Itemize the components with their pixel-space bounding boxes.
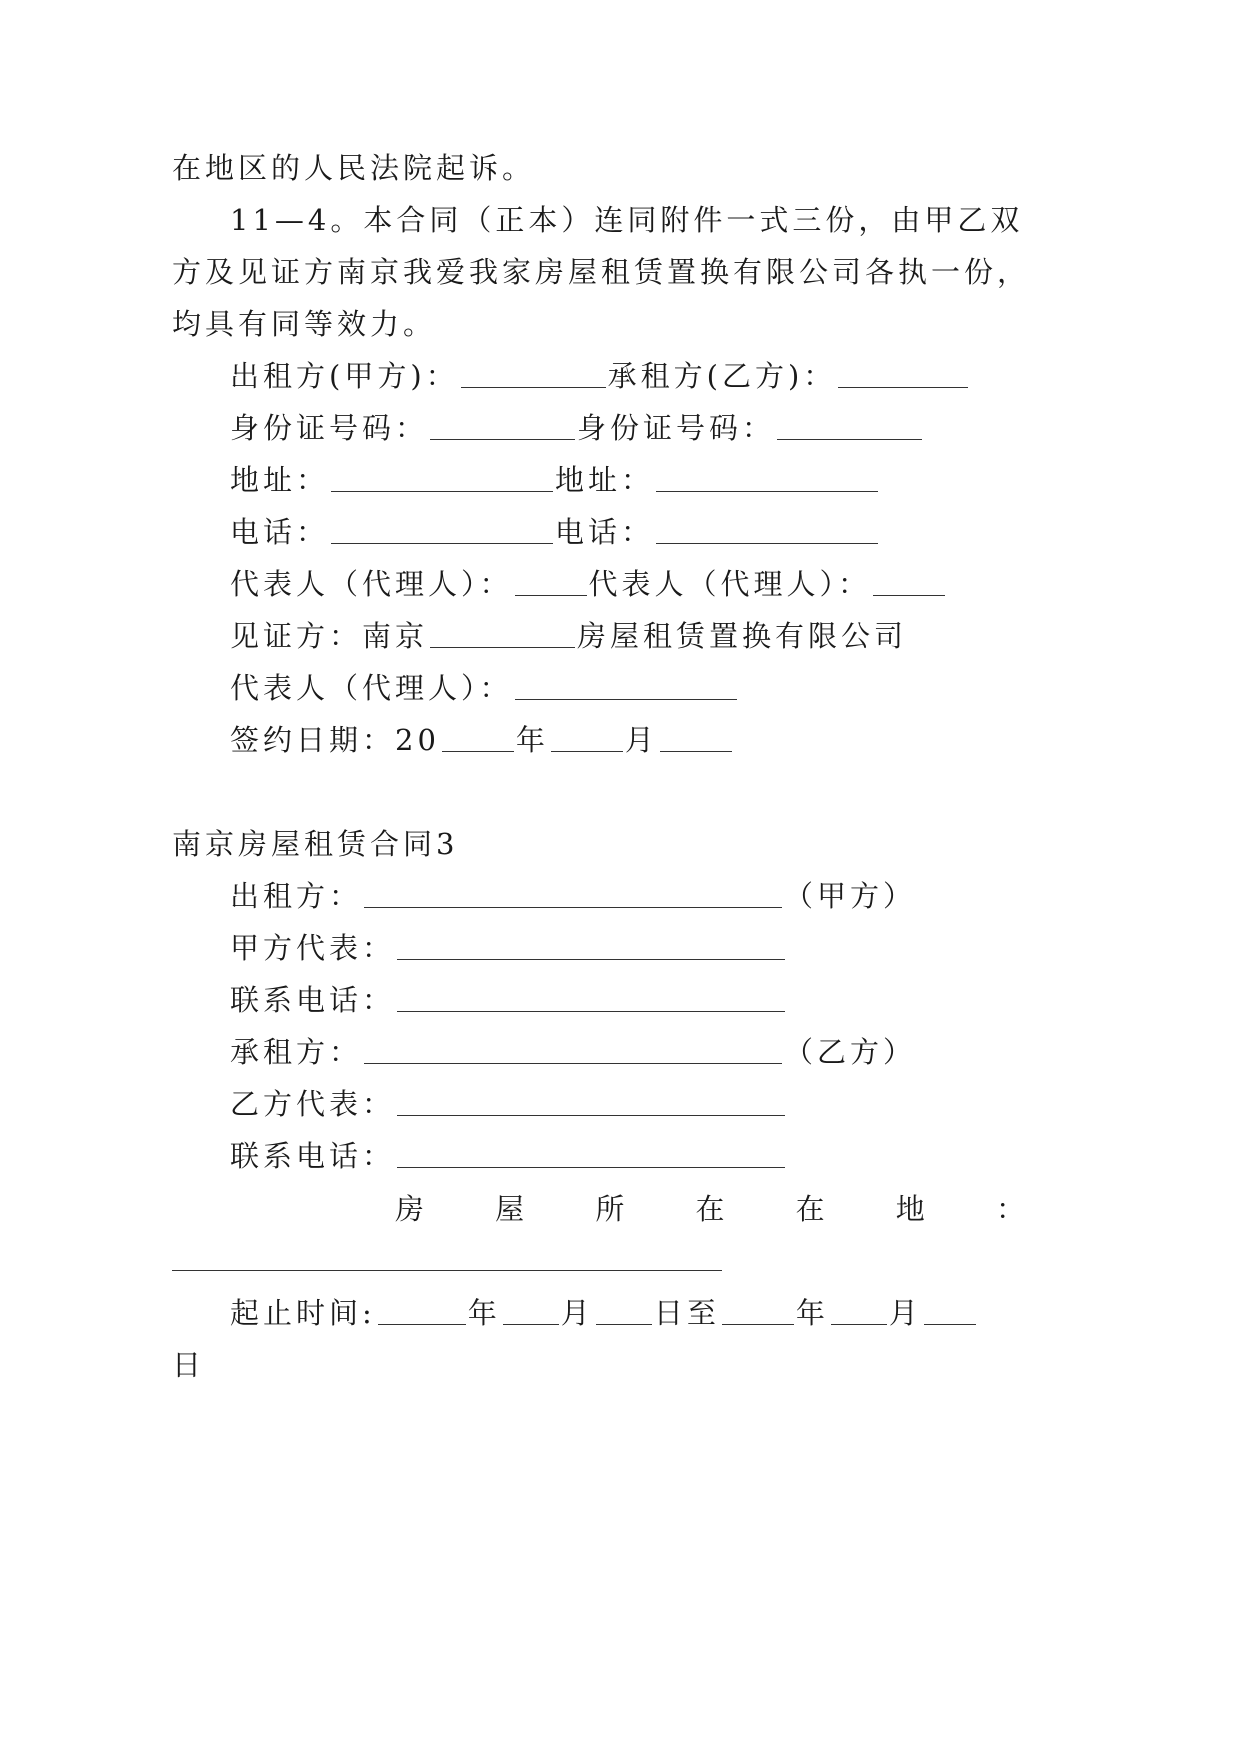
paragraph-end: 在地区的人民法院起诉。: [172, 151, 536, 185]
lessor-label: 出租方(甲方)：: [230, 359, 459, 393]
c3-lessor-tel-blank: [397, 989, 785, 1012]
c3-lessee-row: [230, 1032, 916, 1072]
date-year-blank: [442, 729, 514, 752]
lessee-label: 承租方(乙方)：: [607, 359, 837, 393]
addr-blank-a: [331, 469, 553, 492]
c3-lessee-tel-blank: [397, 1145, 785, 1168]
representative-row: [230, 564, 947, 604]
witness-suffix: 房屋租赁置换有限公司: [577, 619, 908, 653]
period-row: [230, 1293, 978, 1333]
lessee-blank: [838, 365, 968, 388]
witness-rep-row: [230, 668, 739, 708]
tel-blank-b: [656, 521, 878, 544]
c3-lessor-tel-label: 联系电话：: [230, 983, 396, 1017]
period-year1: 年: [467, 1296, 501, 1330]
date-day-blank: [660, 729, 732, 752]
loc-char-7: ：: [995, 1192, 1025, 1226]
period-month2-blank: [831, 1302, 887, 1325]
address-row: [230, 460, 880, 500]
period-day2: 日: [172, 1348, 206, 1382]
loc-char-1: 房: [395, 1192, 425, 1226]
id-blank-b: [777, 417, 922, 440]
witness-prefix: 见证方：南京: [230, 619, 429, 653]
house-location-label: [395, 1189, 1025, 1229]
rep-label-b: 代表人（代理人）：: [588, 567, 872, 601]
phone-row: [230, 512, 880, 552]
c3-lessee-tel-label: 联系电话：: [230, 1139, 396, 1173]
period-year1-blank: [378, 1302, 466, 1325]
date-month-blank: [551, 729, 623, 752]
clause-11-4-line3: 均具有同等效力。: [172, 307, 437, 341]
witness-rep-blank: [515, 677, 737, 700]
clause-11-4-line2: 方及见证方南京我爱我家房屋租赁置换有限公司各执一份，: [172, 255, 1031, 289]
period-month1-blank: [503, 1302, 559, 1325]
lessor-blank: [461, 365, 606, 388]
period-day2-blank: [924, 1302, 976, 1325]
loc-char-6: 地: [895, 1192, 925, 1226]
witness-row: [230, 616, 907, 656]
witness-blank: [430, 625, 575, 648]
c3-lessor-label: 出租方：: [230, 879, 363, 913]
tel-label-a: 电话：: [230, 515, 330, 549]
c3-lessee-blank: [364, 1041, 782, 1064]
c3-lessor-tel-row: [230, 980, 787, 1020]
addr-blank-b: [656, 469, 878, 492]
date-year: 年: [515, 723, 549, 757]
c3-lessor-rep-row: [230, 928, 787, 968]
id-label-b: 身份证号码：: [577, 411, 776, 445]
date-month: 月: [624, 723, 658, 757]
loc-char-2: 屋: [495, 1192, 525, 1226]
sign-date-row: [230, 720, 734, 760]
c3-lessor-rep-blank: [397, 937, 785, 960]
c3-lessee-tel-row: [230, 1136, 787, 1176]
c3-lessee-rep-label: 乙方代表：: [230, 1087, 396, 1121]
tel-label-b: 电话：: [555, 515, 655, 549]
period-year2: 年: [795, 1296, 829, 1330]
tel-blank-a: [331, 521, 553, 544]
period-month2: 月: [888, 1296, 922, 1330]
period-day1-to: 日至: [653, 1296, 720, 1330]
loc-char-3: 所: [595, 1192, 625, 1226]
period-label: 起止时间:: [230, 1296, 376, 1330]
loc-char-5: 在: [795, 1192, 825, 1226]
c3-lessee-suffix: （乙方）: [784, 1035, 917, 1069]
period-day1-blank: [596, 1302, 652, 1325]
contract-title: 南京房屋租赁合同3: [172, 827, 459, 861]
period-year2-blank: [722, 1302, 794, 1325]
period-month1: 月: [560, 1296, 594, 1330]
c3-lessor-rep-label: 甲方代表：: [230, 931, 396, 965]
loc-char-4: 在: [695, 1192, 725, 1226]
house-location-blank: [172, 1270, 722, 1271]
id-label-a: 身份证号码：: [230, 411, 429, 445]
rep-blank-b: [873, 573, 945, 596]
rep-label-a: 代表人（代理人）：: [230, 567, 513, 601]
c3-lessor-blank: [364, 885, 782, 908]
id-number-row: [230, 408, 924, 448]
c3-lessee-rep-blank: [397, 1093, 785, 1116]
c3-lessee-label: 承租方：: [230, 1035, 363, 1069]
c3-lessee-rep-row: [230, 1084, 787, 1124]
lessor-lessee-row: [230, 356, 970, 396]
addr-label-b: 地址：: [555, 463, 655, 497]
id-blank-a: [430, 417, 575, 440]
addr-label-a: 地址：: [230, 463, 330, 497]
witness-rep-label: 代表人（代理人）：: [230, 671, 513, 705]
clause-11-4-line1: 11—4。本合同（正本）连同附件一式三份，由甲乙双: [230, 203, 1024, 237]
date-prefix: 签约日期：20: [230, 723, 440, 757]
c3-lessor-row: [230, 876, 916, 916]
c3-lessor-suffix: （甲方）: [784, 879, 917, 913]
rep-blank-a: [515, 573, 587, 596]
